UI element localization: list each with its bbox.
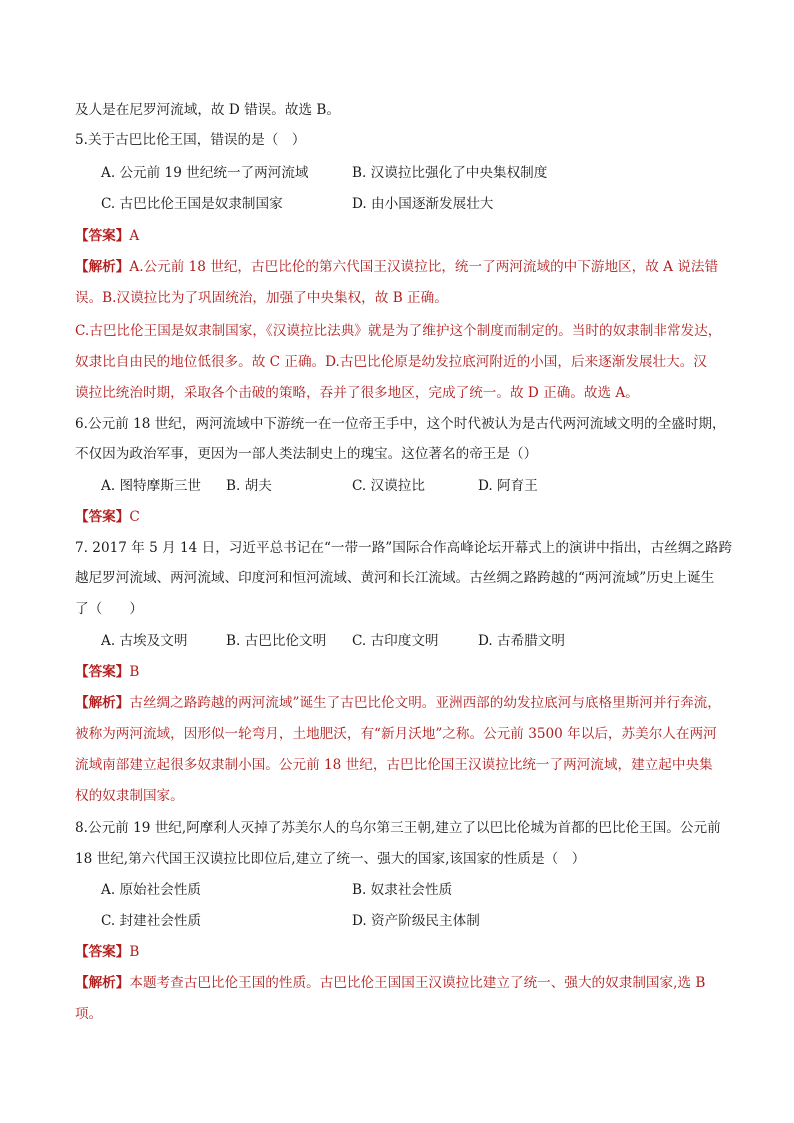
q8-option-a: A. 原始社会性质 — [101, 882, 202, 898]
analysis-tag: 【解析】 — [75, 975, 130, 991]
q7-stem-line-2: 越尼罗河流域、两河流域、印度河和恒河流域、黄河和长江流域。古丝绸之路跨越的“两河流域”历史上诞生 — [75, 570, 715, 586]
q6-answer-value: C — [129, 509, 140, 525]
q8-analysis-line-1: 【解析】本题考查古巴比伦王国的性质。古巴比伦王国国王汉谟拉比建立了统一、强大的奴隶制国家,选 B — [75, 975, 706, 991]
q6-option-b: B. 胡夫 — [226, 478, 272, 494]
q5-stem: 5.关于古巴比伦王国，错误的是（ ） — [75, 132, 306, 148]
q6-answer — [75, 507, 140, 527]
q5-analysis-line-4: 奴隶比自由民的地位低很多。故 C 正确。D.古巴比伦原是幼发拉底河附近的小国，后来逐渐发展壮大。汉 — [75, 354, 707, 370]
analysis-tag: 【解析】 — [75, 259, 130, 275]
q7-answer-value: B — [129, 664, 140, 680]
q7-option-c: C. 古印度文明 — [352, 633, 439, 649]
q7-analysis-line-4: 权的奴隶制国家。 — [75, 788, 184, 804]
q8-answer — [75, 942, 139, 962]
q5-answer — [75, 226, 139, 246]
q6-option-d: D. 阿育王 — [478, 478, 538, 494]
q8-option-d: D. 资产阶级民主体制 — [352, 913, 480, 929]
q5-option-c: C. 古巴比伦王国是奴隶制国家 — [101, 196, 283, 212]
answer-tag: 【答案】 — [75, 944, 130, 960]
q5-analysis-line-1: 【解析】A.公元前 18 世纪，古巴比伦的第六代国王汉谟拉比，统一了两河流域的中下游地区，故 A 说法错 — [75, 259, 719, 275]
q7-analysis-line-3: 流域南部建立起很多奴隶制小国。公元前 18 世纪，古巴比伦国王汉谟拉比统一了两河流域，建立起中央集 — [75, 757, 713, 773]
q8-analysis-line-2: 项。 — [75, 1006, 103, 1022]
q8-answer-value: B — [129, 944, 140, 960]
q5-option-a: A. 公元前 19 世纪统一了两河流域 — [101, 165, 309, 181]
q8-option-c: C. 封建社会性质 — [101, 913, 202, 929]
q7-option-d: D. 古希腊文明 — [478, 633, 566, 649]
q8-option-b: B. 奴隶社会性质 — [352, 882, 453, 898]
q7-answer — [75, 662, 139, 682]
q6-option-c: C. 汉谟拉比 — [352, 478, 425, 494]
q5-analysis-line-2: 误。B.汉谟拉比为了巩固统治，加强了中央集权，故 B 正确。 — [75, 290, 448, 306]
q5-option-d: D. 由小国逐渐发展壮大 — [352, 196, 494, 212]
answer-tag: 【答案】 — [75, 509, 130, 525]
q5-option-b: B. 汉谟拉比强化了中央集权制度 — [352, 165, 548, 181]
q7-stem-line-1: 7. 2017 年 5 月 14 日，习近平总书记在“一带一路”国际合作高峰论坛开幕式上的演讲中指出，古丝绸之路跨 — [75, 540, 733, 556]
q7-analysis-line-1: 【解析】古丝绸之路跨越的两河流域”诞生了古巴比伦文明。亚洲西部的幼发拉底河与底格里斯河并行奔流， — [75, 695, 721, 711]
q6-option-a: A. 图特摩斯三世 — [101, 478, 202, 494]
analysis-tag: 【解析】 — [75, 695, 130, 711]
q5-analysis-line-5: 谟拉比统治时期，采取各个击破的策略，吞并了很多地区，完成了统一。故 D 正确。故选 A。 — [75, 385, 639, 401]
q8-stem-line-2: 18 世纪,第六代国王汉谟拉比即位后,建立了统一、强大的国家,该国家的性质是（ ） — [75, 851, 586, 867]
q7-option-b: B. 古巴比伦文明 — [226, 633, 327, 649]
q6-stem-line-1: 6.公元前 18 世纪，两河流域中下游统一在一位帝王手中，这个时代被认为是古代两河流域文明的全盛时期， — [75, 416, 726, 432]
q8-stem-line-1: 8.公元前 19 世纪,阿摩利人灭掉了苏美尔人的乌尔第三王朝,建立了以巴比伦城为首都的巴比伦王国。公元前 — [75, 820, 721, 836]
prev-analysis-line: 及人是在尼罗河流域，故 D 错误。故选 B。 — [75, 102, 340, 118]
q7-stem-line-3: 了（ ） — [75, 601, 143, 617]
q5-analysis-line-3: C.古巴比伦王国是奴隶制国家，《汉谟拉比法典》就是为了维护这个制度而制定的。当时的奴隶制非常发达， — [75, 323, 722, 339]
q7-analysis-line-2: 被称为两河流域，因形似一轮弯月，土地肥沃，有“新月沃地”之称。公元前 3500 年以后，苏美尔人在两河 — [75, 726, 717, 742]
answer-tag: 【答案】 — [75, 228, 130, 244]
answer-tag: 【答案】 — [75, 664, 130, 680]
q6-stem-line-2: 不仅因为政治军事，更因为一部人类法制史上的瑰宝。这位著名的帝王是（） — [75, 446, 538, 462]
q5-answer-value: A — [129, 228, 140, 244]
q7-option-a: A. 古埃及文明 — [101, 633, 188, 649]
